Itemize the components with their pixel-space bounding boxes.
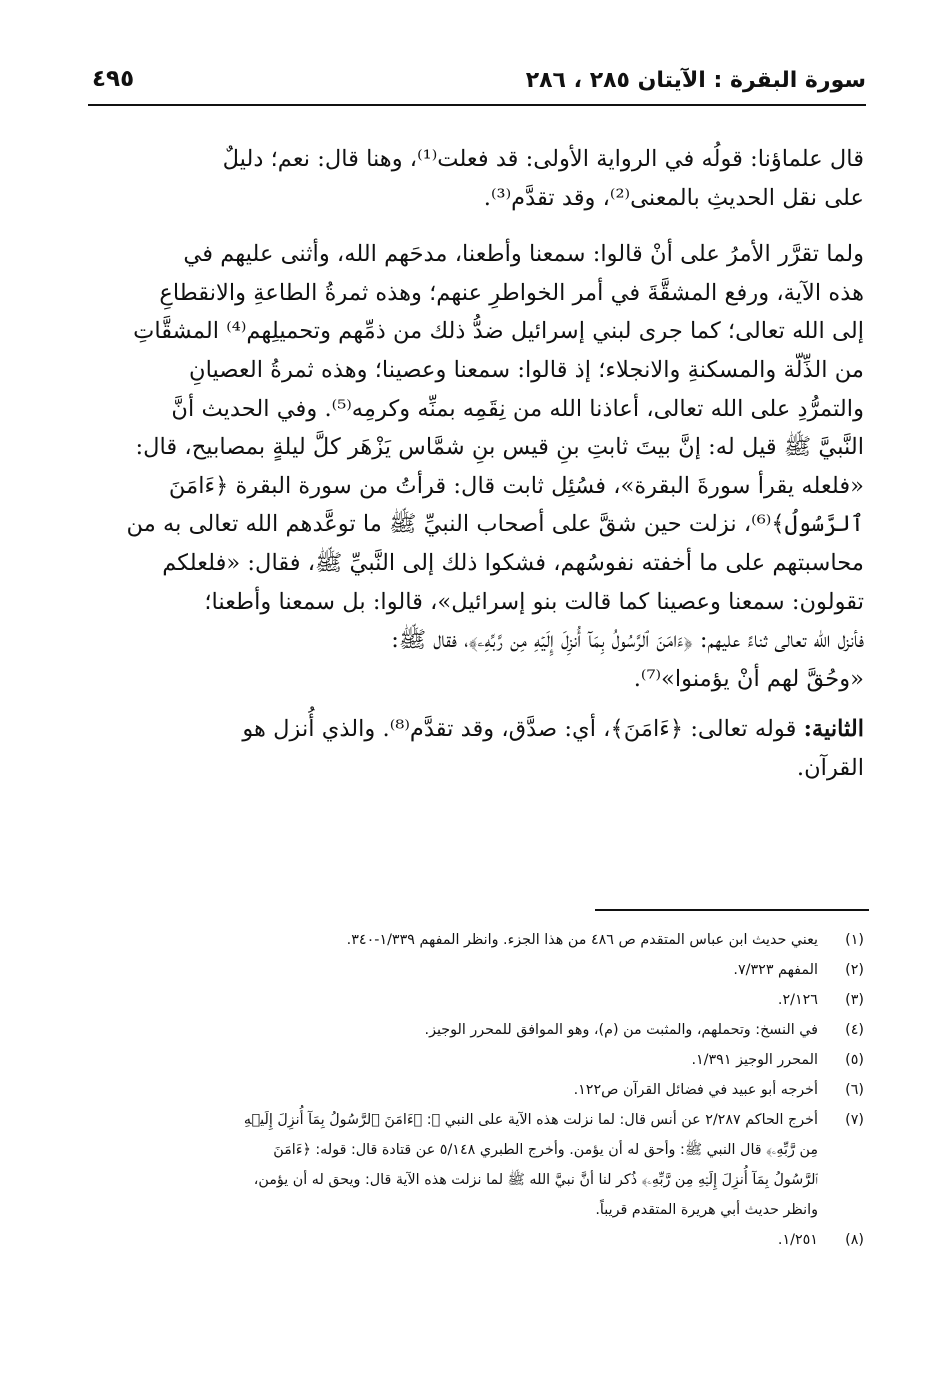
paragraph-2: ولما تقرَّر الأمرُ على أنْ قالوا: سمعنا وأطعنا، مدحَهم الله، وأثنى عليهم في هذه الآية، ورفع المشقَّةَ في أمر الخواطرِ عنهم؛ وهذه ثمرةُ الطاعةِ والانقطاعِ إلى الله تعالى؛ كما جرى لبني إسرائيل ضدُّ ذلك من ذمِّهم وتحميلِهم⁽⁴⁾ المشقَّاتِ من الذِّلّة والمسكنةِ والانجلاء؛ إذ قالوا: سمعنا وعصينا؛ وهذه ثمرةُ العصيانِ والتمرُّدِ على الله تعالى، أعاذنا الله من نِقَمِه بمنِّه وكرمِه⁽⁵⁾. وفي الحديث أنَّ النَّبيَّ ﷺ قيل له: إنَّ بيتَ ثابتِ بنِ قيس بنِ شمَّاس يَزْهَر كلَّ ليلةٍ بمصابيح، قال: «فلعله يقرأ سورةَ البقرة»، فسُئِل ثابت قال: قرأتُ من سورة البقرة ﴿ءَامَنَ ٱلرَّسُولُ﴾⁽⁶⁾، نزلت حين شقَّ على أصحاب النبيِّ ﷺ ما توعَّدهم الله تعالى به من محاسبتهم على ما أخفته نفوسُهم، فشكوا ذلك إلى النَّبيِّ ﷺ، فقال: «فلعلكم تقولون: سمعنا وعصينا كما قالت بنو إسرائيل»، قالوا: بل سمعنا وأطعنا؛ فأنزل الله تعالى ثناءً عليهم: ﴿ءَامَنَ ٱلرَّسُولُ بِمَآ أُنزِلَ إِلَيۡهِ مِن رَّبِّهِۦ﴾، فقال ﷺ: «وحُقَّ لهم أنْ يؤمنوا»⁽⁷⁾.: [126, 241, 864, 692]
footnote-number: (٦): [845, 1082, 864, 1098]
footnote-text: المحرر الوجيز ١/٣٩١.: [691, 1052, 818, 1068]
footnote-number: (٤): [845, 1022, 864, 1038]
footnotes: [70, 925, 864, 1255]
footnote-number: (٥): [845, 1052, 864, 1068]
paragraph-3-text: قوله تعالى: ﴿ءَامَنَ﴾، أي: صدَّق، وقد تقدَّم⁽⁸⁾. والذي أُنزل هو القرآن.: [242, 716, 864, 781]
page-number: ٤٩٥: [92, 66, 135, 92]
footnote-item: [70, 985, 864, 1015]
page-header: [88, 64, 866, 106]
main-text: [70, 140, 864, 788]
footnote-item: [70, 1045, 864, 1075]
footnote-text: أخرجه أبو عبيد في فضائل القرآن ص١٢٢.: [573, 1082, 818, 1098]
footnote-separator: [595, 909, 869, 911]
footnote-text: ٢/١٢٦.: [777, 992, 818, 1008]
section-label: الثانية:: [803, 716, 864, 743]
running-title: سورة البقرة : الآيتان ٢٨٥ ، ٢٨٦: [525, 68, 866, 93]
footnote-item: [70, 1105, 864, 1225]
footnote-number: (٢): [845, 962, 864, 978]
footnote-number: (٧): [845, 1112, 864, 1128]
footnote-item: [70, 925, 864, 955]
footnote-text: أخرج الحاكم ٢/٢٨٧ عن أنس قال: لما نزلت هذه الآية على النبي ﷺ: ﴿ءَامَنَ ٱلرَّسُولُ بِمَآ أُنزِلَ إِلَيۡهِ مِن رَّبِّهِۦ﴾ قال النبي ﷺ: وأحق له أن يؤمن. وأخرج الطبري ٥/١٤٨ عن قتادة قال: قوله: ﴿ءَامَنَ ٱلرَّسُولُ بِمَآ أُنزِلَ إِلَيۡهِ مِن رَّبِّهِۦ﴾ ذُكر لنا أنَّ نبيَّ الله ﷺ لما نزلت هذه الآية قال: ويحق له أن يؤمن، وانظر حديث أبي هريرة المتقدم قريباً.: [243, 1112, 818, 1218]
paragraph-1: قال علماؤنا: قولُه في الرواية الأولى: قد فعلت⁽¹⁾، وهنا قال: نعم؛ دليلٌ على نقل الحديثِ بالمعنى⁽²⁾، وقد تقدَّم⁽³⁾.: [222, 146, 864, 211]
footnote-text: ١/٢٥١.: [777, 1232, 818, 1248]
footnote-text: المفهم ٧/٣٢٣.: [733, 962, 818, 978]
footnote-item: [70, 1075, 864, 1105]
footnote-item: [70, 1015, 864, 1045]
footnote-number: (١): [845, 932, 864, 948]
footnote-number: (٨): [845, 1232, 864, 1248]
paragraph-3: [70, 710, 864, 787]
footnote-item: [70, 955, 864, 985]
footnote-text: في النسخ: وتحملهم، والمثبت من (م)، وهو الموافق للمحرر الوجيز.: [424, 1022, 818, 1038]
footnote-number: (٣): [845, 992, 864, 1008]
footnote-text: يعني حديث ابن عباس المتقدم ص ٤٨٦ من هذا الجزء. وانظر المفهم ١/٣٣٩-٣٤٠.: [346, 932, 818, 948]
footnote-item: [70, 1225, 864, 1255]
